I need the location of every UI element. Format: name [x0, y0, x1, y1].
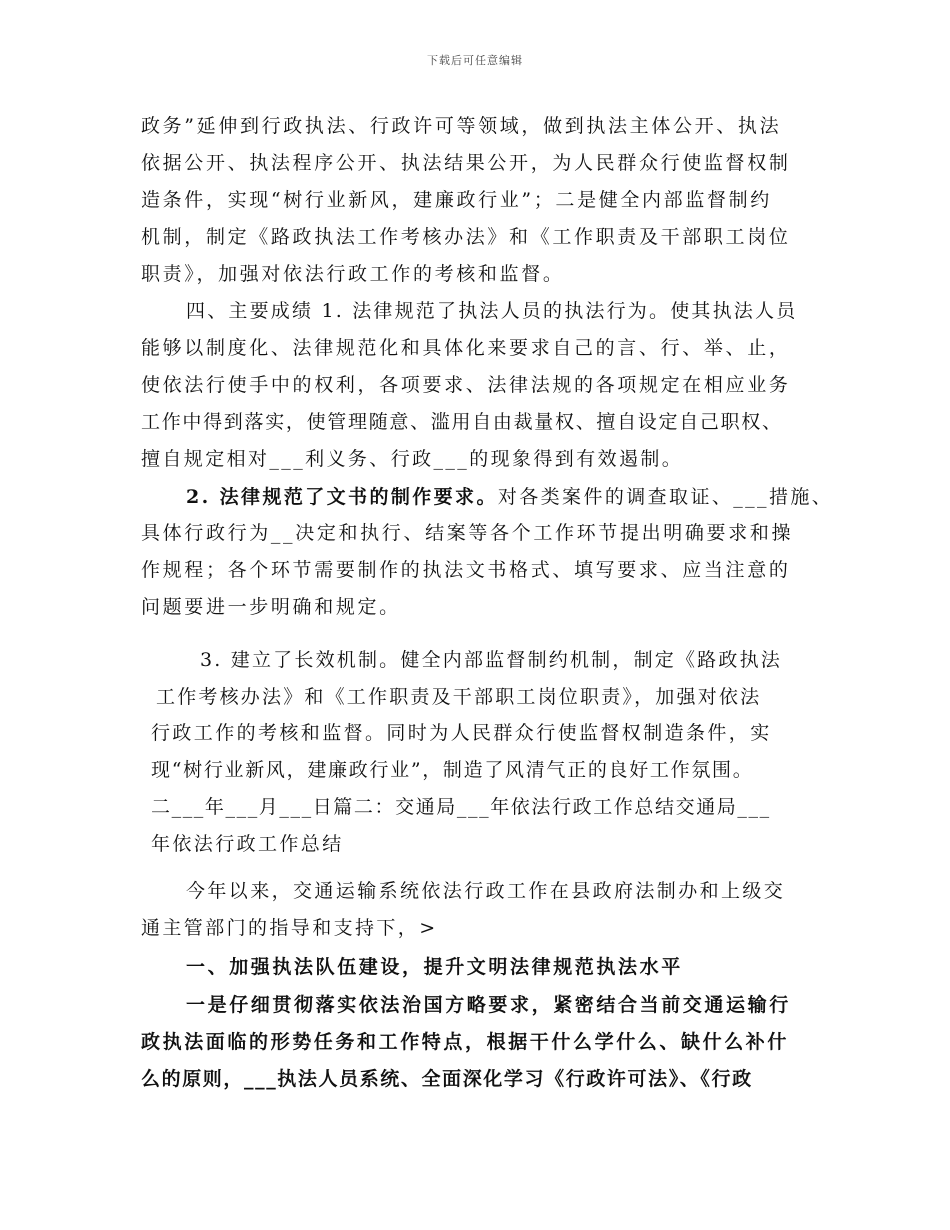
text-line: 现“树行业新风，建廉政行业”，制造了风清气正的良好工作氛围。: [151, 759, 754, 781]
text-line: 作规程；各个环节需要制作的执法文书格式、填写要求、应当注意的: [141, 559, 791, 581]
text-line: 二___年___月___日篇二：交通局___年依法行政工作总结交通局___: [151, 796, 771, 818]
text-line: 职责》，加强对依法行政工作的考核和监督。: [141, 263, 565, 285]
text-line: 四、主要成绩 1. 法律规范了执法人员的执法行为。使其执法人员: [186, 300, 798, 322]
text-line: [186, 485, 833, 509]
bold-heading: 2. 法律规范了文书的制作要求。: [186, 486, 498, 508]
text-line: 机制，制定《路政执法工作考核办法》和《工作职责及干部职工岗位: [141, 226, 791, 248]
text-line: 擅自规定相对___利义务、行政___的现象得到有效遏制。: [141, 448, 684, 470]
text-line: 一是仔细贯彻落实依法治国方略要求，紧密结合当前交通运输行: [186, 994, 791, 1016]
text-line: 使依法行使手中的权利，各项要求、法律法规的各项规定在相应业务: [141, 374, 791, 396]
text-line: 今年以来，交通运输系统依法行政工作在县政府法制办和上级交: [186, 880, 786, 902]
text-line: 具体行政行为__决定和执行、结案等各个工作环节提出明确要求和操: [141, 522, 794, 544]
section-heading: 一、加强执法队伍建设，提升文明法律规范执法水平: [186, 956, 683, 978]
text-line: 能够以制度化、法律规范化和具体化来要求自己的言、行、举、止，: [141, 337, 791, 359]
text-line: 依据公开、执法程序公开、执法结果公开，为人民群众行使监督权制: [141, 152, 791, 174]
text-line: 工作中得到落实，使管理随意、滥用自由裁量权、擅自设定自己职权、: [141, 411, 783, 433]
text-line: 工作考核办法》和《工作职责及干部职工岗位职责》，加强对依法: [156, 686, 762, 708]
text-line: 通主管部门的指导和支持下，>: [141, 917, 438, 939]
text-line: 政务”延伸到行政执法、行政许可等领域，做到执法主体公开、执法: [141, 115, 782, 137]
text-line: 政执法面临的形势任务和工作特点，根据干什么学什么、缺什么补什: [141, 1031, 790, 1053]
text-line: 么的原则，___执法人员系统、全面深化学习《行政许可法》、《行政: [141, 1068, 753, 1090]
text-line: 造条件，实现“树行业新风，建廉政行业”；二是健全内部监督制约: [141, 189, 772, 211]
page-header: 下载后可任意编辑: [427, 54, 523, 67]
text-line: 问题要进一步明确和规定。: [141, 596, 401, 618]
text-line: 3. 建立了长效机制。健全内部监督制约机制，制定《路政执法: [200, 649, 782, 671]
text-line: 年依法行政工作总结: [151, 833, 344, 855]
text-run: 对各类案件的调查取证、___措施、: [497, 486, 834, 508]
text-line: 行政工作的考核和监督。同时为人民群众行使监督权制造条件，实: [151, 722, 772, 744]
